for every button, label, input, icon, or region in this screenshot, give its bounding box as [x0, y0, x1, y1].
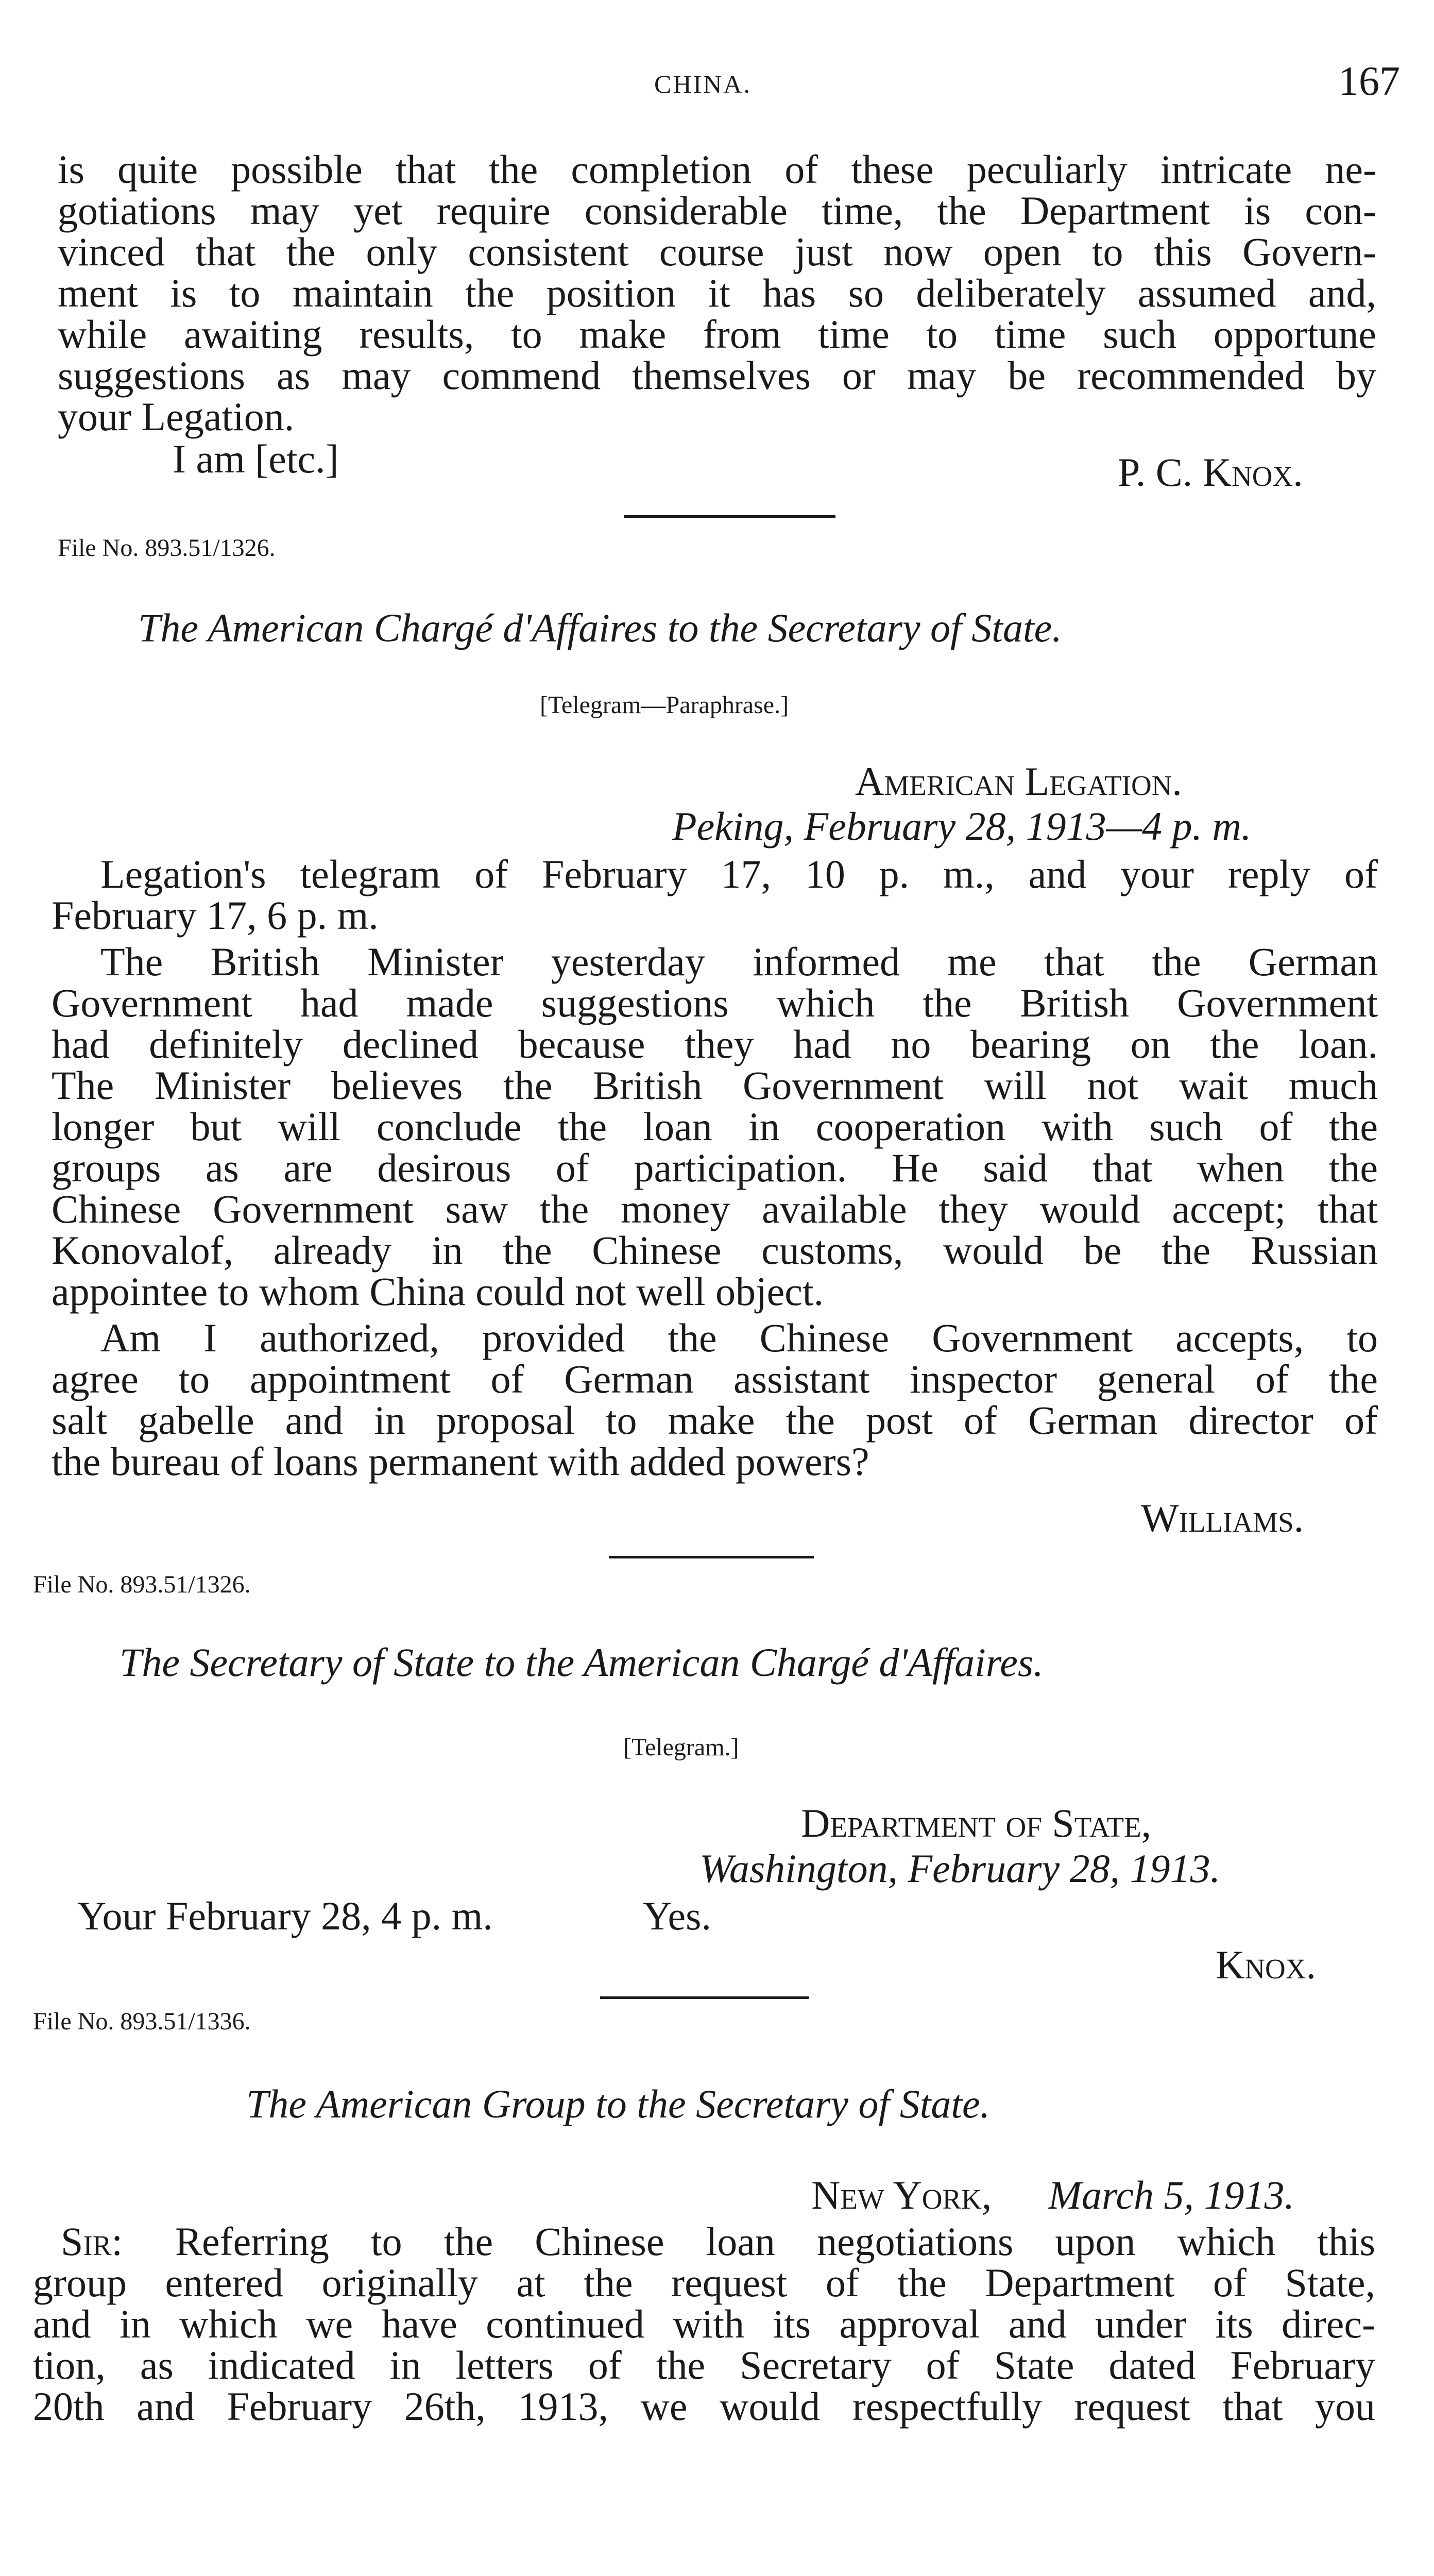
- telegram-line: The Minister believes the British Government will not wait much: [52, 1063, 1378, 1108]
- telegram-line: had definitely declined because they had no bearing on the loan.: [52, 1022, 1378, 1066]
- telegram-signature: Knox.: [1216, 1942, 1316, 1987]
- file-number: File No. 893.51/1326.: [58, 534, 276, 562]
- letter-line: tion, as indicated in letters of the Secretary of State dated February: [33, 2343, 1375, 2387]
- telegram-line: groups as are desirous of participation. He said that when the: [52, 1145, 1378, 1190]
- section-divider: [624, 515, 835, 518]
- telegram-line: agree to appointment of German assistant inspector general of the: [52, 1357, 1378, 1401]
- telegram-line: The British Minister yesterday informed me that the German: [100, 939, 1378, 984]
- document-heading: The American Group to the Secretary of State.: [246, 2081, 991, 2126]
- telegram-line: Am I authorized, provided the Chinese Government accepts, to: [100, 1315, 1378, 1360]
- telegram-line: Konovalof, already in the Chinese customs, would be the Russian: [52, 1228, 1378, 1273]
- letter1-signature: P. C. Knox.: [1118, 450, 1303, 495]
- letter1-line: your Legation.: [58, 394, 295, 439]
- telegram-line: Legation's telegram of February 17, 10 p. m., and your reply of: [100, 852, 1378, 896]
- section-divider: [609, 1556, 814, 1558]
- file-number: File No. 893.51/1336.: [33, 2008, 251, 2035]
- document-heading: The American Chargé d'Affaires to the Secretary of State.: [138, 605, 1062, 650]
- letter1-line: is quite possible that the completion of these peculiarly intricate ne-: [58, 147, 1376, 192]
- section-divider: [600, 1996, 809, 1999]
- document-note: [Telegram.]: [623, 1734, 739, 1761]
- telegram-line: appointee to whom China could not well object.: [52, 1269, 824, 1314]
- telegram-reply: Yes.: [643, 1893, 711, 1938]
- letter-line: Referring to the Chinese loan negotiations upon which this: [175, 2219, 1375, 2264]
- dateline: Washington, February 28, 1913.: [699, 1846, 1221, 1891]
- letter1-line: gotiations may yet require considerable time, the Department is con-: [58, 188, 1376, 233]
- telegram-line: Chinese Government saw the money available they would accept; that: [52, 1187, 1378, 1231]
- dateline-place: American Legation.: [855, 759, 1182, 804]
- telegram-line: salt gabelle and in proposal to make the post of German director of: [52, 1398, 1378, 1443]
- dateline-place: Department of State,: [801, 1801, 1152, 1845]
- telegram-line: February 17, 6 p. m.: [52, 893, 379, 938]
- running-title: CHINA.: [654, 70, 752, 98]
- letter-line: and in which we have continued with its approval and under its direc-: [33, 2301, 1375, 2346]
- letter1-line: suggestions as may commend themselves or may be recommended by: [58, 353, 1376, 398]
- telegram-line: Government had made suggestions which the British Government: [52, 980, 1378, 1025]
- telegram-line: the bureau of loans permanent with added powers?: [52, 1439, 869, 1484]
- telegram-body: Your February 28, 4 p. m.: [77, 1893, 493, 1938]
- dateline-date: March 5, 1913.: [1048, 2173, 1295, 2217]
- telegram-line: longer but will conclude the loan in cooperation with such of the: [52, 1104, 1378, 1149]
- letter1-line: while awaiting results, to make from time to time such opportune: [58, 312, 1376, 357]
- telegram-signature: Williams.: [1141, 1496, 1304, 1540]
- document-note: [Telegram—Paraphrase.]: [540, 691, 789, 719]
- page-number: 167: [1338, 59, 1400, 104]
- document-heading: The Secretary of State to the American Chargé d'Affaires.: [120, 1640, 1044, 1685]
- dateline-place: New York,: [811, 2173, 992, 2217]
- file-number: File No. 893.51/1326.: [33, 1571, 251, 1598]
- letter1-closing: I am [etc.]: [173, 436, 339, 481]
- letter1-line: vinced that the only consistent course just now open to this Govern-: [58, 229, 1376, 274]
- letter-line: group entered originally at the request of the Department of State,: [33, 2260, 1375, 2305]
- letter-line: 20th and February 26th, 1913, we would respectfully request that you: [33, 2384, 1375, 2429]
- dateline: Peking, February 28, 1913—4 p. m.: [672, 804, 1252, 849]
- salutation: Sir:: [61, 2219, 123, 2264]
- letter1-line: ment is to maintain the position it has so deliberately assumed and,: [58, 270, 1376, 315]
